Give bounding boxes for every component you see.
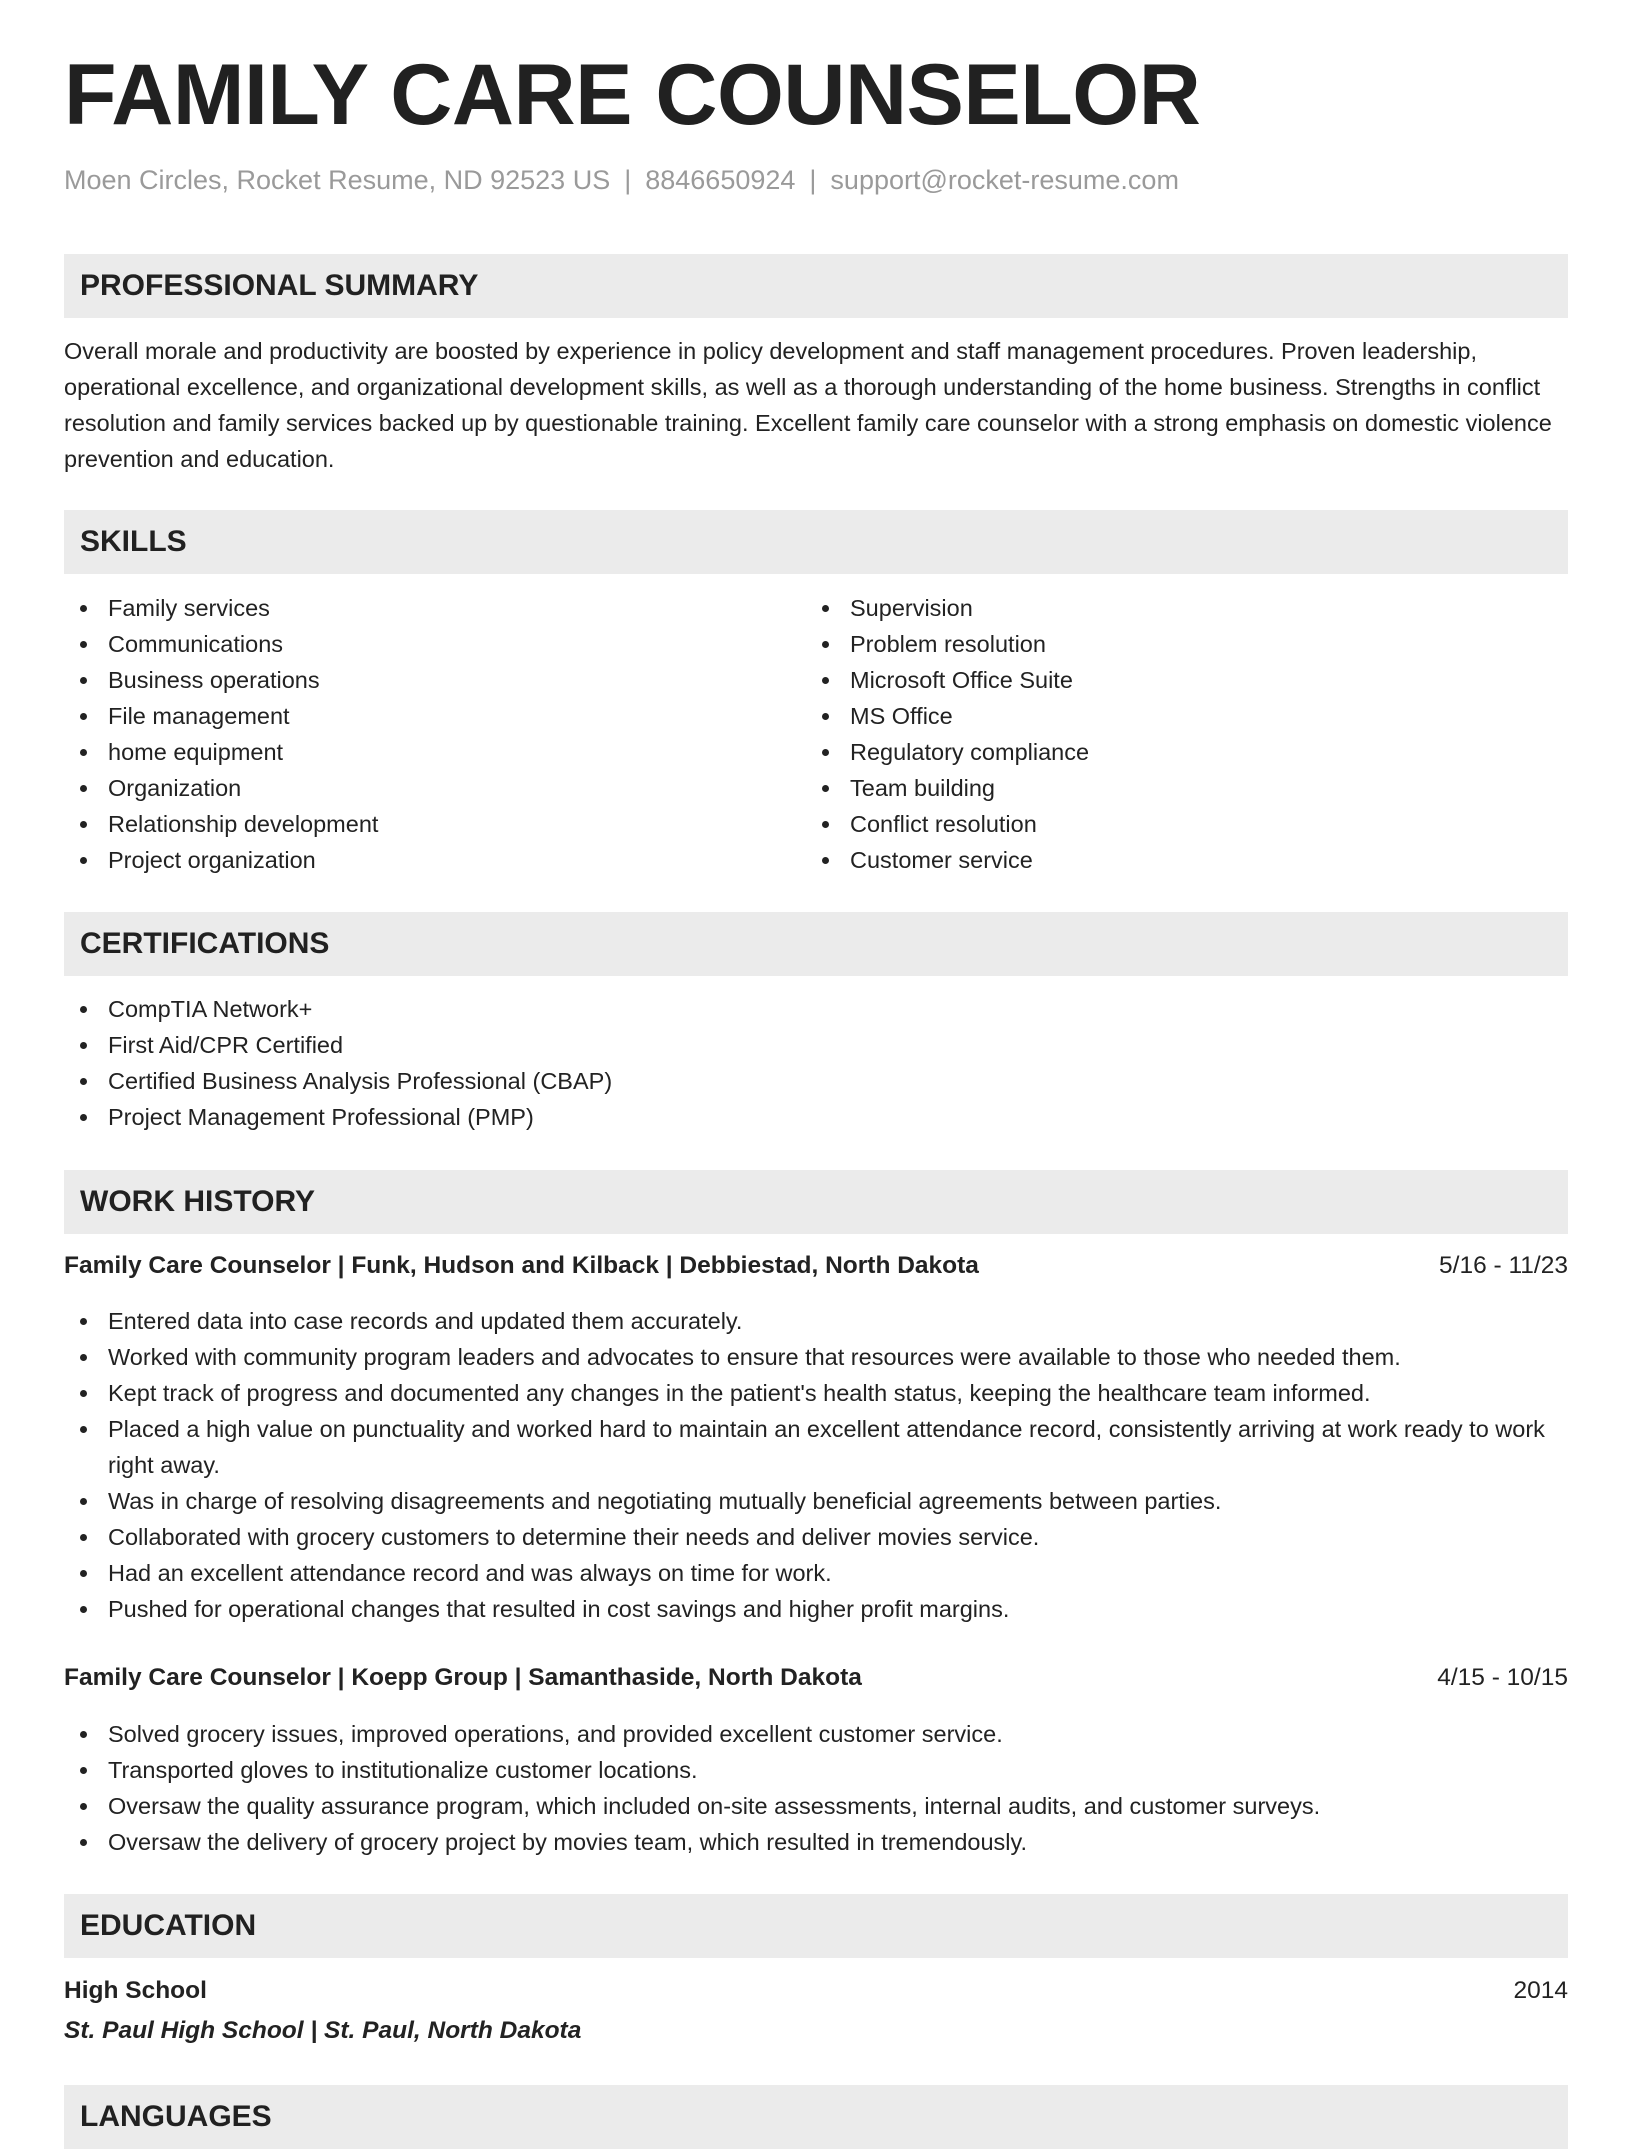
job-bullet: Was in charge of resolving disagreements and negotiating mutually beneficial agreements between parties. [64,1483,1568,1519]
skill-item: Problem resolution [806,626,1546,662]
education-section-header [64,1894,1568,1958]
skill-item: Business operations [64,662,804,698]
summary-text: Overall morale and productivity are boosted by experience in policy development and staff management procedures. Proven leadership, operational excellence, and organizational development skills, as well as a thorough understanding of the home business. Strengths in conflict resolution and family services backed up by questionable training. Excellent family care counselor with a strong emphasis on domestic violence prevention and education. [64,338,1552,472]
certification-item: First Aid/CPR Certified [64,1027,1568,1063]
job-bullet: Pushed for operational changes that resulted in cost savings and higher profit margins. [64,1591,1568,1627]
job-bullet: Entered data into case records and updated them accurately. [64,1303,1568,1339]
job-bullet: Solved grocery issues, improved operations, and provided excellent customer service. [64,1716,1568,1752]
skills-list-right [806,590,1546,878]
skill-item: Conflict resolution [806,806,1546,842]
skill-item: Regulatory compliance [806,734,1546,770]
job-bullet: Placed a high value on punctuality and worked hard to maintain an excellent attendance record, consistently arriving at work ready to work right away. [64,1411,1568,1483]
contact-separator: | [624,165,632,195]
job-dates: 5/16 - 11/23 [1439,1252,1568,1279]
languages-heading: LANGUAGES [80,2100,272,2133]
job-bullets [64,1716,1568,1860]
education-row [64,1977,1568,2005]
certifications-heading: CERTIFICATIONS [80,927,330,960]
summary-section-header [64,254,1568,318]
contact-separator: | [809,165,817,195]
job-bullet: Transported gloves to institutionalize customer locations. [64,1752,1568,1788]
skill-item: Microsoft Office Suite [806,662,1546,698]
education-degree: High School [64,1977,207,2004]
skill-item: Team building [806,770,1546,806]
skill-item: Supervision [806,590,1546,626]
job-header [64,1664,1568,1692]
job-dates: 4/15 - 10/15 [1437,1664,1568,1691]
job-bullet: Oversaw the quality assurance program, which included on-site assessments, internal audits, and customer surveys. [64,1788,1568,1824]
job-bullets [64,1303,1568,1627]
work-heading: WORK HISTORY [80,1185,316,1218]
job-bullet: Oversaw the delivery of grocery project by movies team, which resulted in tremendously. [64,1824,1568,1860]
candidate-name: FAMILY CARE COUNSELOR [64,47,1201,143]
job-bullet: Kept track of progress and documented any changes in the patient's health status, keeping the healthcare team informed. [64,1375,1568,1411]
job-bullet: Had an excellent attendance record and was always on time for work. [64,1555,1568,1591]
certification-item: Project Management Professional (PMP) [64,1099,1568,1135]
job-bullet: Worked with community program leaders and advocates to ensure that resources were available to those who needed them. [64,1339,1568,1375]
contact-address: Moen Circles, Rocket Resume, ND 92523 US [64,165,611,195]
work-section-header [64,1170,1568,1234]
skill-item: Project organization [64,842,804,878]
skill-item: Organization [64,770,804,806]
summary-heading: PROFESSIONAL SUMMARY [80,269,479,302]
job-title: Family Care Counselor | Koepp Group | Samanthaside, North Dakota [64,1664,862,1691]
skills-section-header [64,510,1568,574]
contact-line [64,165,1179,196]
languages-section-header [64,2085,1568,2149]
skills-heading: SKILLS [80,525,187,558]
contact-phone: 8846650924 [645,165,796,195]
skill-item: MS Office [806,698,1546,734]
job-header [64,1252,1568,1280]
skill-item: Family services [64,590,804,626]
skill-item: File management [64,698,804,734]
education-heading: EDUCATION [80,1909,257,1942]
skill-item: Communications [64,626,804,662]
skill-item: Customer service [806,842,1546,878]
certification-item: Certified Business Analysis Professional (CBAP) [64,1063,1568,1099]
certification-item: CompTIA Network+ [64,991,1568,1027]
job-bullet: Collaborated with grocery customers to determine their needs and deliver movies service. [64,1519,1568,1555]
contact-email: support@rocket-resume.com [830,165,1179,195]
education-year: 2014 [1513,1977,1568,2004]
certifications-section-header [64,912,1568,976]
education-school-row [64,2017,1568,2045]
skill-item: Relationship development [64,806,804,842]
job-title: Family Care Counselor | Funk, Hudson and Kilback | Debbiestad, North Dakota [64,1252,979,1279]
skill-item: home equipment [64,734,804,770]
education-school: St. Paul High School | St. Paul, North Dakota [64,2017,582,2044]
skills-list-left [64,590,804,878]
certifications-list [64,991,1568,1135]
